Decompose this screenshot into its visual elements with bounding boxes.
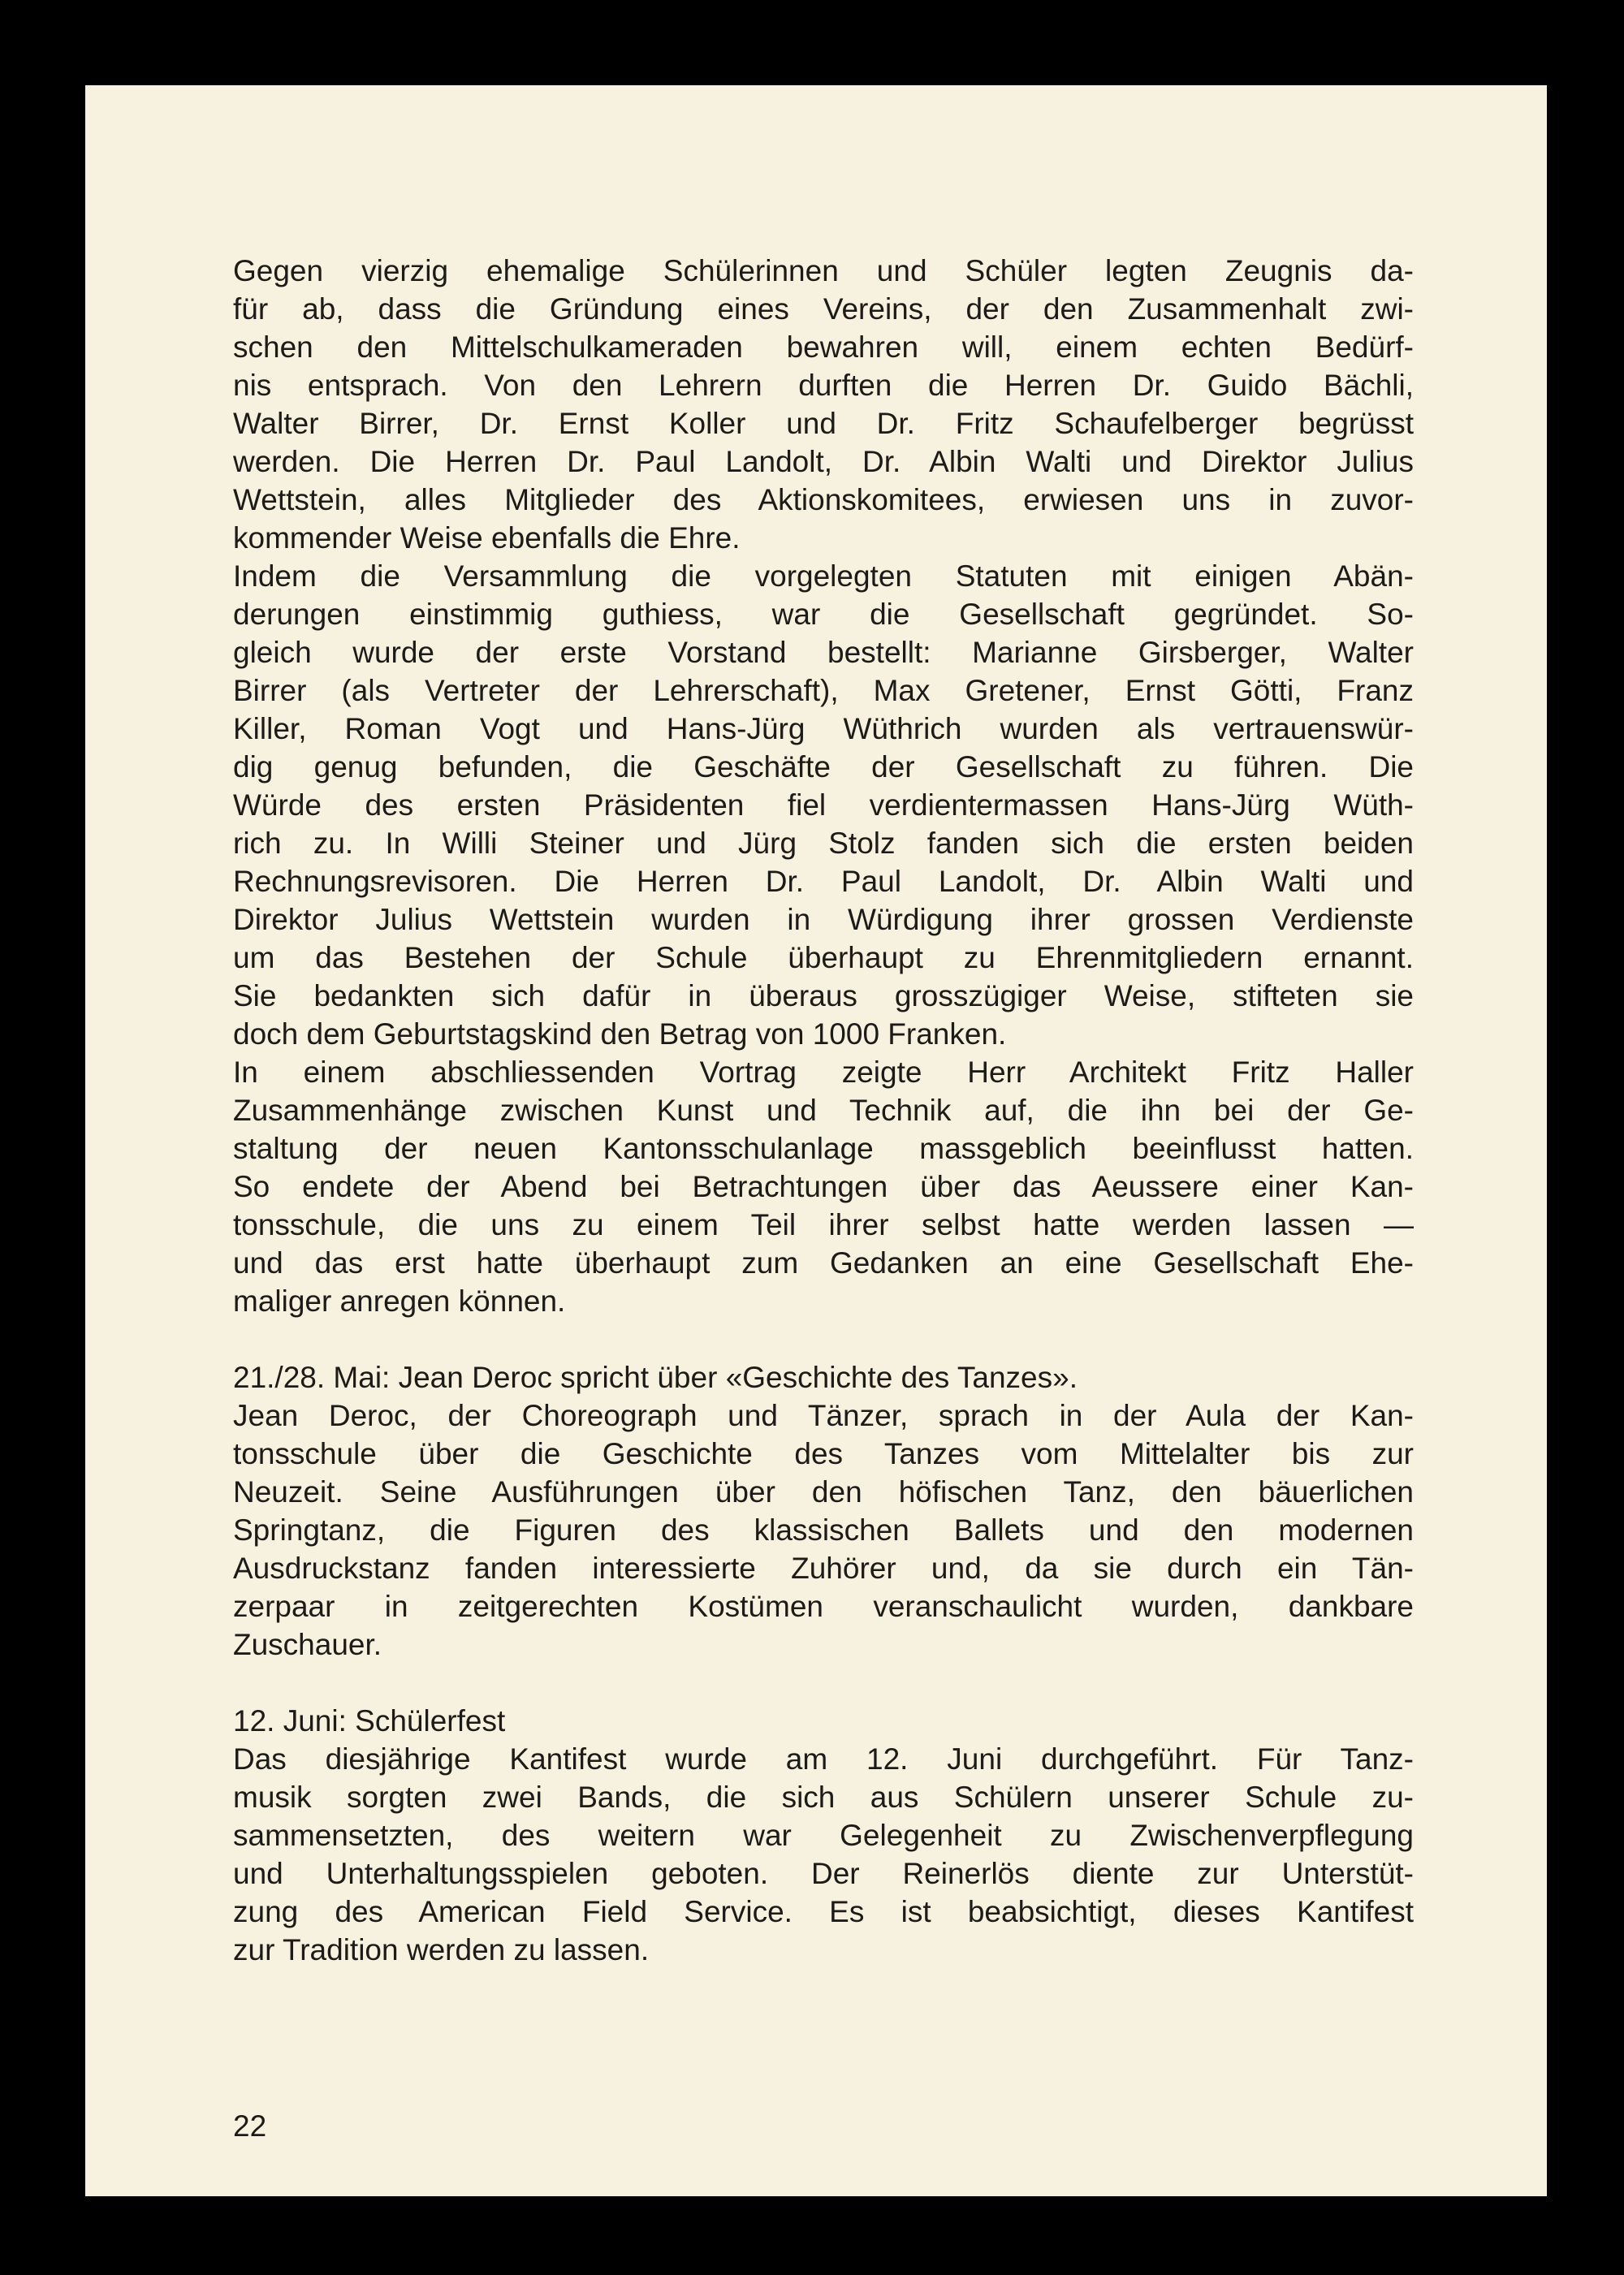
paragraph-founding-meeting (233, 252, 1414, 557)
text-line: Walter Birrer, Dr. Ernst Koller und Dr. Fritz Schaufelberger begrüsst (233, 407, 1414, 440)
text-line: In einem abschliessenden Vortrag zeigte Herr Architekt Fritz Haller (233, 1055, 1414, 1089)
document-page (85, 85, 1547, 2196)
text-line: doch dem Geburtstagskind den Betrag von 1000 Franken. (233, 1017, 1007, 1051)
text-line: zung des American Field Service. Es ist beabsichtigt, dieses Kantifest (233, 1895, 1414, 1928)
text-line: zur Tradition werden zu lassen. (233, 1933, 650, 1966)
text-line: Killer, Roman Vogt und Hans-Jürg Wüthrich wurden als vertrauenswür- (233, 712, 1414, 745)
text-line: tonsschule, die uns zu einem Teil ihrer selbst hatte werden lassen — (233, 1208, 1414, 1241)
text-line: Neuzeit. Seine Ausführungen über den höfischen Tanz, den bäuerlichen (233, 1475, 1414, 1509)
page-body (233, 252, 1414, 1969)
section-student-festival (233, 1702, 1414, 1969)
text-line: werden. Die Herren Dr. Paul Landolt, Dr. Albin Walti und Direktor Julius (233, 445, 1414, 478)
text-line: zerpaar in zeitgerechten Kostümen veranschaulicht wurden, dankbare (233, 1590, 1414, 1623)
text-line: nis entsprach. Von den Lehrern durften die Herren Dr. Guido Bächli, (233, 369, 1414, 402)
page-number: 22 (233, 2109, 267, 2143)
text-line: Zuschauer. (233, 1628, 382, 1661)
text-line: schen den Mittelschulkameraden bewahren will, einem echten Bedürf- (233, 330, 1414, 364)
text-line: Rechnungsrevisoren. Die Herren Dr. Paul Landolt, Dr. Albin Walti und (233, 865, 1414, 898)
text-line: Würde des ersten Präsidenten fiel verdientermassen Hans-Jürg Wüth- (233, 788, 1414, 822)
text-line: gleich wurde der erste Vorstand bestellt: Marianne Girsberger, Walter (233, 636, 1414, 669)
text-line: Gegen vierzig ehemalige Schülerinnen und Schüler legten Zeugnis da- (233, 254, 1414, 287)
paragraph-spacer (233, 1664, 1414, 1702)
text-line: sammensetzten, des weitern war Gelegenheit zu Zwischenverpflegung (233, 1819, 1414, 1852)
text-line: So endete der Abend bei Betrachtungen über das Aeussere einer Kan- (233, 1170, 1414, 1203)
text-line: Ausdruckstanz fanden interessierte Zuhörer und, da sie durch ein Tän- (233, 1552, 1414, 1585)
text-line: für ab, dass die Gründung eines Vereins, der den Zusammenhalt zwi- (233, 292, 1414, 326)
text-line: rich zu. In Willi Steiner und Jürg Stolz fanden sich die ersten beiden (233, 827, 1414, 860)
text-line: und das erst hatte überhaupt zum Gedanken an eine Gesellschaft Ehe- (233, 1246, 1414, 1280)
text-line: Springtanz, die Figuren des klassischen Ballets und den modernen (233, 1513, 1414, 1547)
text-line: Indem die Versammlung die vorgelegten Statuten mit einigen Abän- (233, 559, 1414, 593)
text-line: dig genug befunden, die Geschäfte der Gesellschaft zu führen. Die (233, 750, 1414, 784)
text-line: staltung der neuen Kantonsschulanlage massgeblich beeinflusst hatten. (233, 1132, 1414, 1165)
text-line: Direktor Julius Wettstein wurden in Würdigung ihrer grossen Verdienste (233, 903, 1414, 936)
text-line: Das diesjährige Kantifest wurde am 12. Juni durchgeführt. Für Tanz- (233, 1742, 1414, 1776)
text-line: musik sorgten zwei Bands, die sich aus Schülern unserer Schule zu- (233, 1781, 1414, 1814)
paragraph-statutes-board (233, 557, 1414, 1053)
text-line: Sie bedankten sich dafür in überaus grosszügiger Weise, stifteten sie (233, 979, 1414, 1012)
text-line: maliger anregen können. (233, 1284, 566, 1318)
text-line: und Unterhaltungsspielen geboten. Der Reinerlös diente zur Unterstüt- (233, 1857, 1414, 1890)
text-line: derungen einstimmig guthiess, war die Gesellschaft gegründet. So- (233, 598, 1414, 631)
paragraph-lecture (233, 1053, 1414, 1320)
section-heading: 12. Juni: Schülerfest (233, 1704, 506, 1738)
paragraph-spacer (233, 1320, 1414, 1358)
text-line: Wettstein, alles Mitglieder des Aktionskomitees, erwiesen uns in zuvor- (233, 483, 1414, 516)
text-line: kommender Weise ebenfalls die Ehre. (233, 521, 741, 555)
text-line: Zusammenhänge zwischen Kunst und Technik auf, die ihn bei der Ge- (233, 1094, 1414, 1127)
section-dance-history (233, 1358, 1414, 1664)
text-line: Birrer (als Vertreter der Lehrerschaft), Max Gretener, Ernst Götti, Franz (233, 674, 1414, 707)
text-line: um das Bestehen der Schule überhaupt zu Ehrenmitgliedern ernannt. (233, 941, 1414, 974)
section-heading: 21./28. Mai: Jean Deroc spricht über «Geschichte des Tanzes». (233, 1361, 1078, 1394)
text-line: Jean Deroc, der Choreograph und Tänzer, sprach in der Aula der Kan- (233, 1399, 1414, 1432)
text-line: tonsschule über die Geschichte des Tanzes vom Mittelalter bis zur (233, 1437, 1414, 1470)
